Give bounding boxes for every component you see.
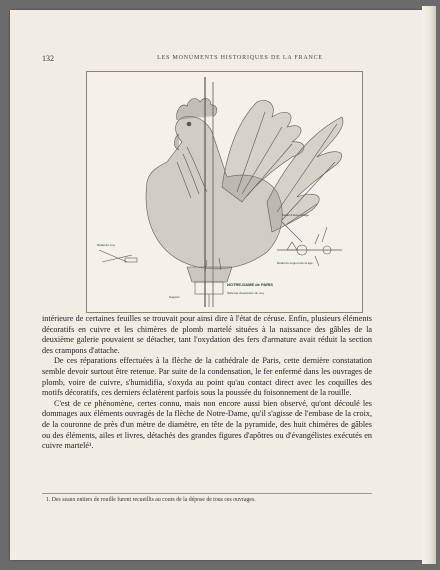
page-number: 132 bbox=[42, 54, 54, 63]
rooster-comb bbox=[177, 98, 217, 120]
running-header: LES MONUMENTS HISTORIQUES DE LA FRANCE bbox=[157, 55, 323, 61]
figure-label-right-top: Détail d'assemblage bbox=[282, 213, 309, 217]
paragraph-1: intérieure de certaines feuilles se trouvait pour ainsi dire à l'état de céruse. Enfin, plusieurs éléments décoratifs en cuivre et les chimères de plomb martelé situées à la naissance des gâbles de la deuxième galerie pouvaient se détacher, tant l'oxydation des fers d'armature avait réduit la section des crampons d'attache. bbox=[42, 314, 372, 355]
rooster-technical-drawing bbox=[87, 72, 362, 312]
rooster-wattle bbox=[175, 134, 180, 150]
figure-caption-subtitle: Schéma d'exécution du coq bbox=[227, 291, 264, 295]
paragraph-2: De ces réparations effectuées à la flèche de la cathédrale de Paris, cette dernière constatation semble devoir surtout être retenue. Par suite de la condensation, le fer enfermé dans les ouvrages de plomb, voire de cuivre, s'humidifia, s'oxyda au point qu'au contact direct avec les coquilles des motifs décoratifs, ces derniers éclatèrent parfois sous la poussée du foisonnement de la rouille. bbox=[42, 356, 372, 398]
figure-label-right-bottom: Détail du support de la tige bbox=[277, 261, 313, 265]
footnote: 1. Des seaux entiers de rouille furent recueillis au cours de la dépose de tous ces ouvrages. bbox=[46, 497, 256, 503]
figure-rooster-drawing bbox=[86, 71, 363, 313]
body-text bbox=[42, 314, 372, 452]
footnote-separator bbox=[42, 493, 372, 494]
figure-label-left: Détail du coq bbox=[97, 243, 115, 247]
page-gutter bbox=[422, 6, 436, 564]
rooster-base-support bbox=[187, 267, 232, 282]
figure-caption-title: NOTRE-DAME de PARIS bbox=[227, 282, 273, 287]
paragraph-3: C'est de ce phénomène, certes connu, mais non encore aussi bien observé, qu'ont découlé les dommages aux éléments ouvragés de la flèche de Notre-Dame, qu'il s'agisse de l'embase de la croix, de la couronne de près d'un mètre de diamètre, en tête de la pyramide, des huit chimères de gâbles ou des éléments, ailes et livres, détachés des grandes figures d'apôtres ou d'évangélistes exécutés en cuivre martelé¹. bbox=[42, 398, 372, 451]
figure-label-base: Support bbox=[169, 295, 180, 299]
